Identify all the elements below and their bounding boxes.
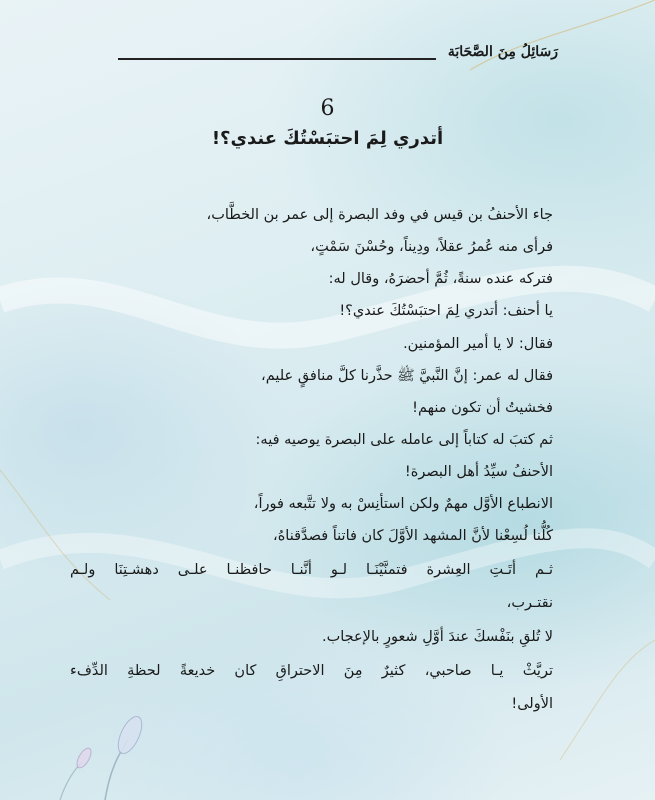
text-line: فقال: لا يا أمير المؤمنين. (403, 336, 553, 352)
text-line: ثـم أتَـتِ العِشرة فتمنَّيْنَـا لـو أنَّنـا حافظنـا علـى دهشـتِنَا ولـم (70, 562, 553, 578)
text-line: لا تُلقِ بنَفْسكَ عندَ أوَّلِ شعورٍ بالإعجاب. (321, 629, 553, 645)
text-line: جاء الأحنفُ بن قيس في وفد البصرة إلى عمر بن الخطَّاب، (206, 207, 553, 223)
text-line: الأولى! (511, 696, 553, 712)
body-text (70, 0, 553, 800)
chapter-number: 6 (320, 96, 335, 121)
text-line: فخشيتُ أن تكون منهم! (412, 400, 553, 416)
text-line: ثم كتبَ له كتاباً إلى عامله على البصرة يوصيه فيه: (255, 432, 553, 448)
text-line: الأحنفُ سيِّدُ أهل البصرة! (404, 464, 553, 480)
text-line: فرأى منه عُمرُ عقلاً، ودِيناً، وحُسْنَ سَمْتٍ، (310, 239, 553, 255)
gold-vein (560, 640, 655, 760)
text-line: يا أحنف: أتدري لِمَ احتبَسْتُكَ عندي؟! (339, 303, 553, 319)
text-line: تريَّثْ يـا صاحبي، كثيرٌ مِنَ الاحتراقِ كان خديعةً لحظةِ الدِّفء (70, 663, 553, 679)
text-line: كُلُّنا لُسِعْنا لأنَّ المشهد الأوَّلَ كان فاتناً فصدَّقناهُ، (273, 528, 553, 544)
chapter-title: أتدري لِمَ احتبَسْتُكَ عندي؟! (211, 128, 444, 149)
text-line: فقال له عمر: إنَّ النَّبيَّ ﷺ حذَّرنا كلَّ منافقٍ عليم، (261, 368, 553, 384)
text-line: فتركه عنده سنةً، ثُمَّ أحضرَهُ، وقال له: (328, 271, 553, 287)
text-line: الانطباع الأوَّل مهمٌ ولكن استأنِسْ به ولا تتَّبعه فوراً، (253, 496, 553, 512)
book-title: رَسَائِلُ مِنَ الصَّحَابَة (447, 44, 558, 60)
text-line: نقتـرب، (506, 595, 553, 611)
